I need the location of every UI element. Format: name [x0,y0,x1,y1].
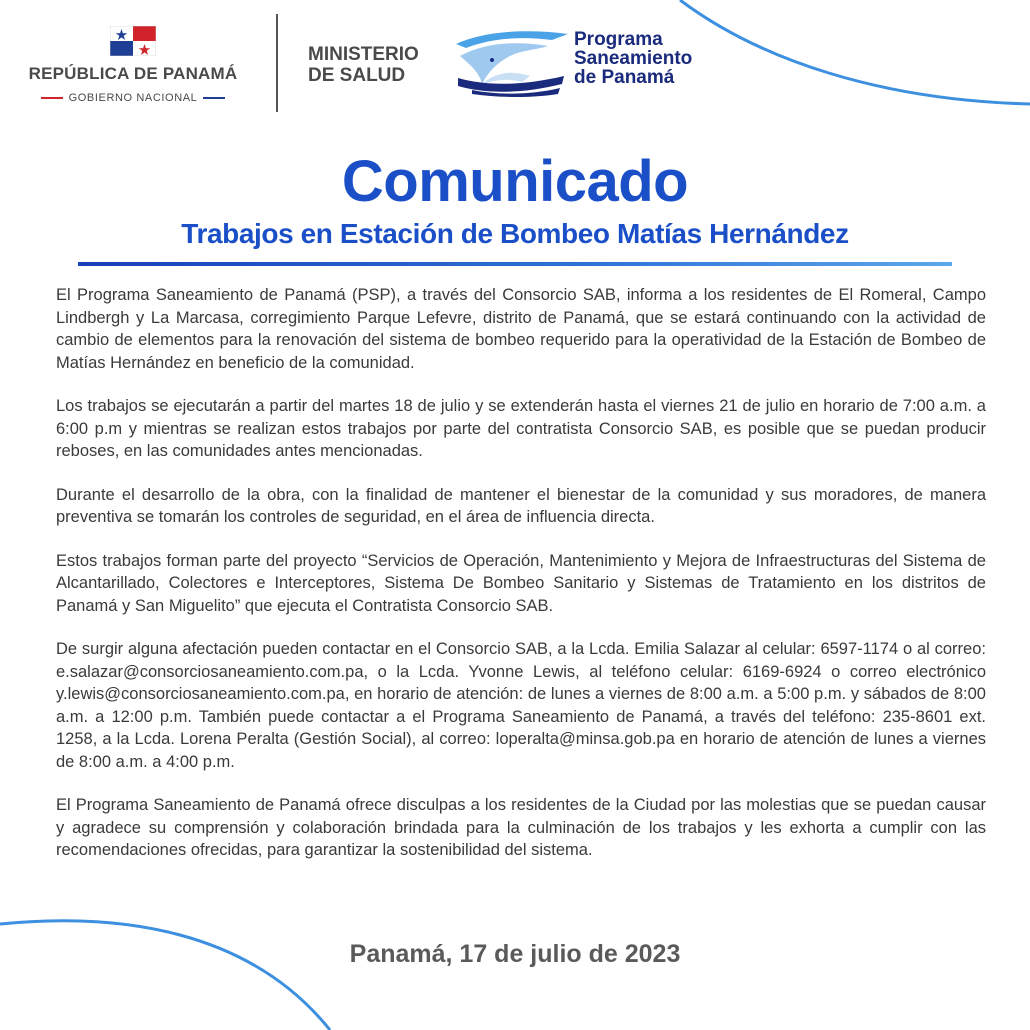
paragraph-project: Estos trabajos forman parte del proyecto “Servicios de Operación, Mantenimiento y Mejora de Infraestructuras del Sistema de Alcantarillado, Colectores e Interceptores, Sistema De Bombeo Sanitario y Sistemas de Tratamiento en los distritos de Panamá y San Miguelito” que ejecuta el Contratista Consorcio SAB. [56,551,986,615]
paragraph-apology: El Programa Saneamiento de Panamá ofrece disculpas a los residentes de la Ciudad por las molestias que se puedan causar y agradece su comprensión y colaboración brindada para la culminación de los trabajos y les exhorta a cumplir con las recomendaciones ofrecidas, para garantizar la sostenibilidad del sistema. [56,796,986,859]
paragraph-intro: El Programa Saneamiento de Panamá (PSP), a través del Consorcio SAB, informa a los residentes de El Romeral, Campo Lindbergh y La Marcasa, corregimiento Parque Lefevre, distrito de Panamá, que se estará continuando con la actividad de cambio de elementos para la renovación del sistema de bombeo requerido para la operatividad de la Estación de Bombeo de Matías Hernández en beneficio de la comunidad. [56,286,986,372]
gobierno-nacional-label: GOBIERNO NACIONAL [68,92,198,104]
red-divider [41,97,63,99]
paragraph-contacts: De surgir alguna afectación pueden contactar en el Consorcio SAB, a la Lcda. Emilia Salazar al celular: 6597-1174 o al correo: e.salazar@consorciosaneamiento.com.pa, o la Lcda. Yvonne Lewis, al teléfono celular: 6169-6924 o correo electrónico y.lewis@consorciosaneamiento.com.pa, en horario de atención: de lunes a viernes de 8:00 a.m. a 5:00 p.m. y sábados de 8:00 a.m. a 12:00 p.m. También puede contactar a el Programa Saneamiento de Panamá, a través del teléfono: 235-8601 ext. 1258, a la Lcda. Lorena Peralta (Gestión Social), al correo: loperalta@minsa.gob.pa en horario de atención de lunes a viernes de 8:00 a.m. a 4:00 p.m. [56,640,986,771]
title-rule [78,262,952,266]
ministerio-line2: DE SALUD [308,65,406,86]
gobierno-nacional-row [30,90,236,106]
programa-line3: de Panamá [574,67,675,88]
programa-logo-text [574,30,744,87]
ministerio-logo [308,44,438,86]
panama-flag-icon [110,26,156,56]
page-title: Comunicado [341,149,689,214]
page-subtitle: Trabajos en Estación de Bombeo Matías Hernández [181,218,849,249]
dolphin-logo-icon [452,26,570,98]
programa-line1: Programa [574,29,663,50]
date-line: Panamá, 17 de julio de 2023 [349,940,681,968]
paragraph-schedule: Los trabajos se ejecutarán a partir del martes 18 de julio y se extenderán hasta el viernes 21 de julio en horario de 7:00 a.m. a 6:00 p.m y mientras se realizan estos trabajos por parte del contratista Consorcio SAB, es posible que se puedan producir reboses, en las comunidades antes mencionadas. [56,397,986,460]
programa-line2: Saneamiento [574,48,693,69]
blue-divider [203,97,225,99]
header-separator [276,14,278,112]
communique-body [56,284,986,883]
paragraph-safety: Durante el desarrollo de la obra, con la finalidad de mantener el bienestar de la comunidad y sus moradores, de manera preventiva se tomarán los controles de seguridad, en el área de influencia directa. [56,485,986,526]
ministerio-line1: MINISTERIO [308,44,419,65]
republica-label: REPÚBLICA DE PANAMÁ [28,64,238,83]
